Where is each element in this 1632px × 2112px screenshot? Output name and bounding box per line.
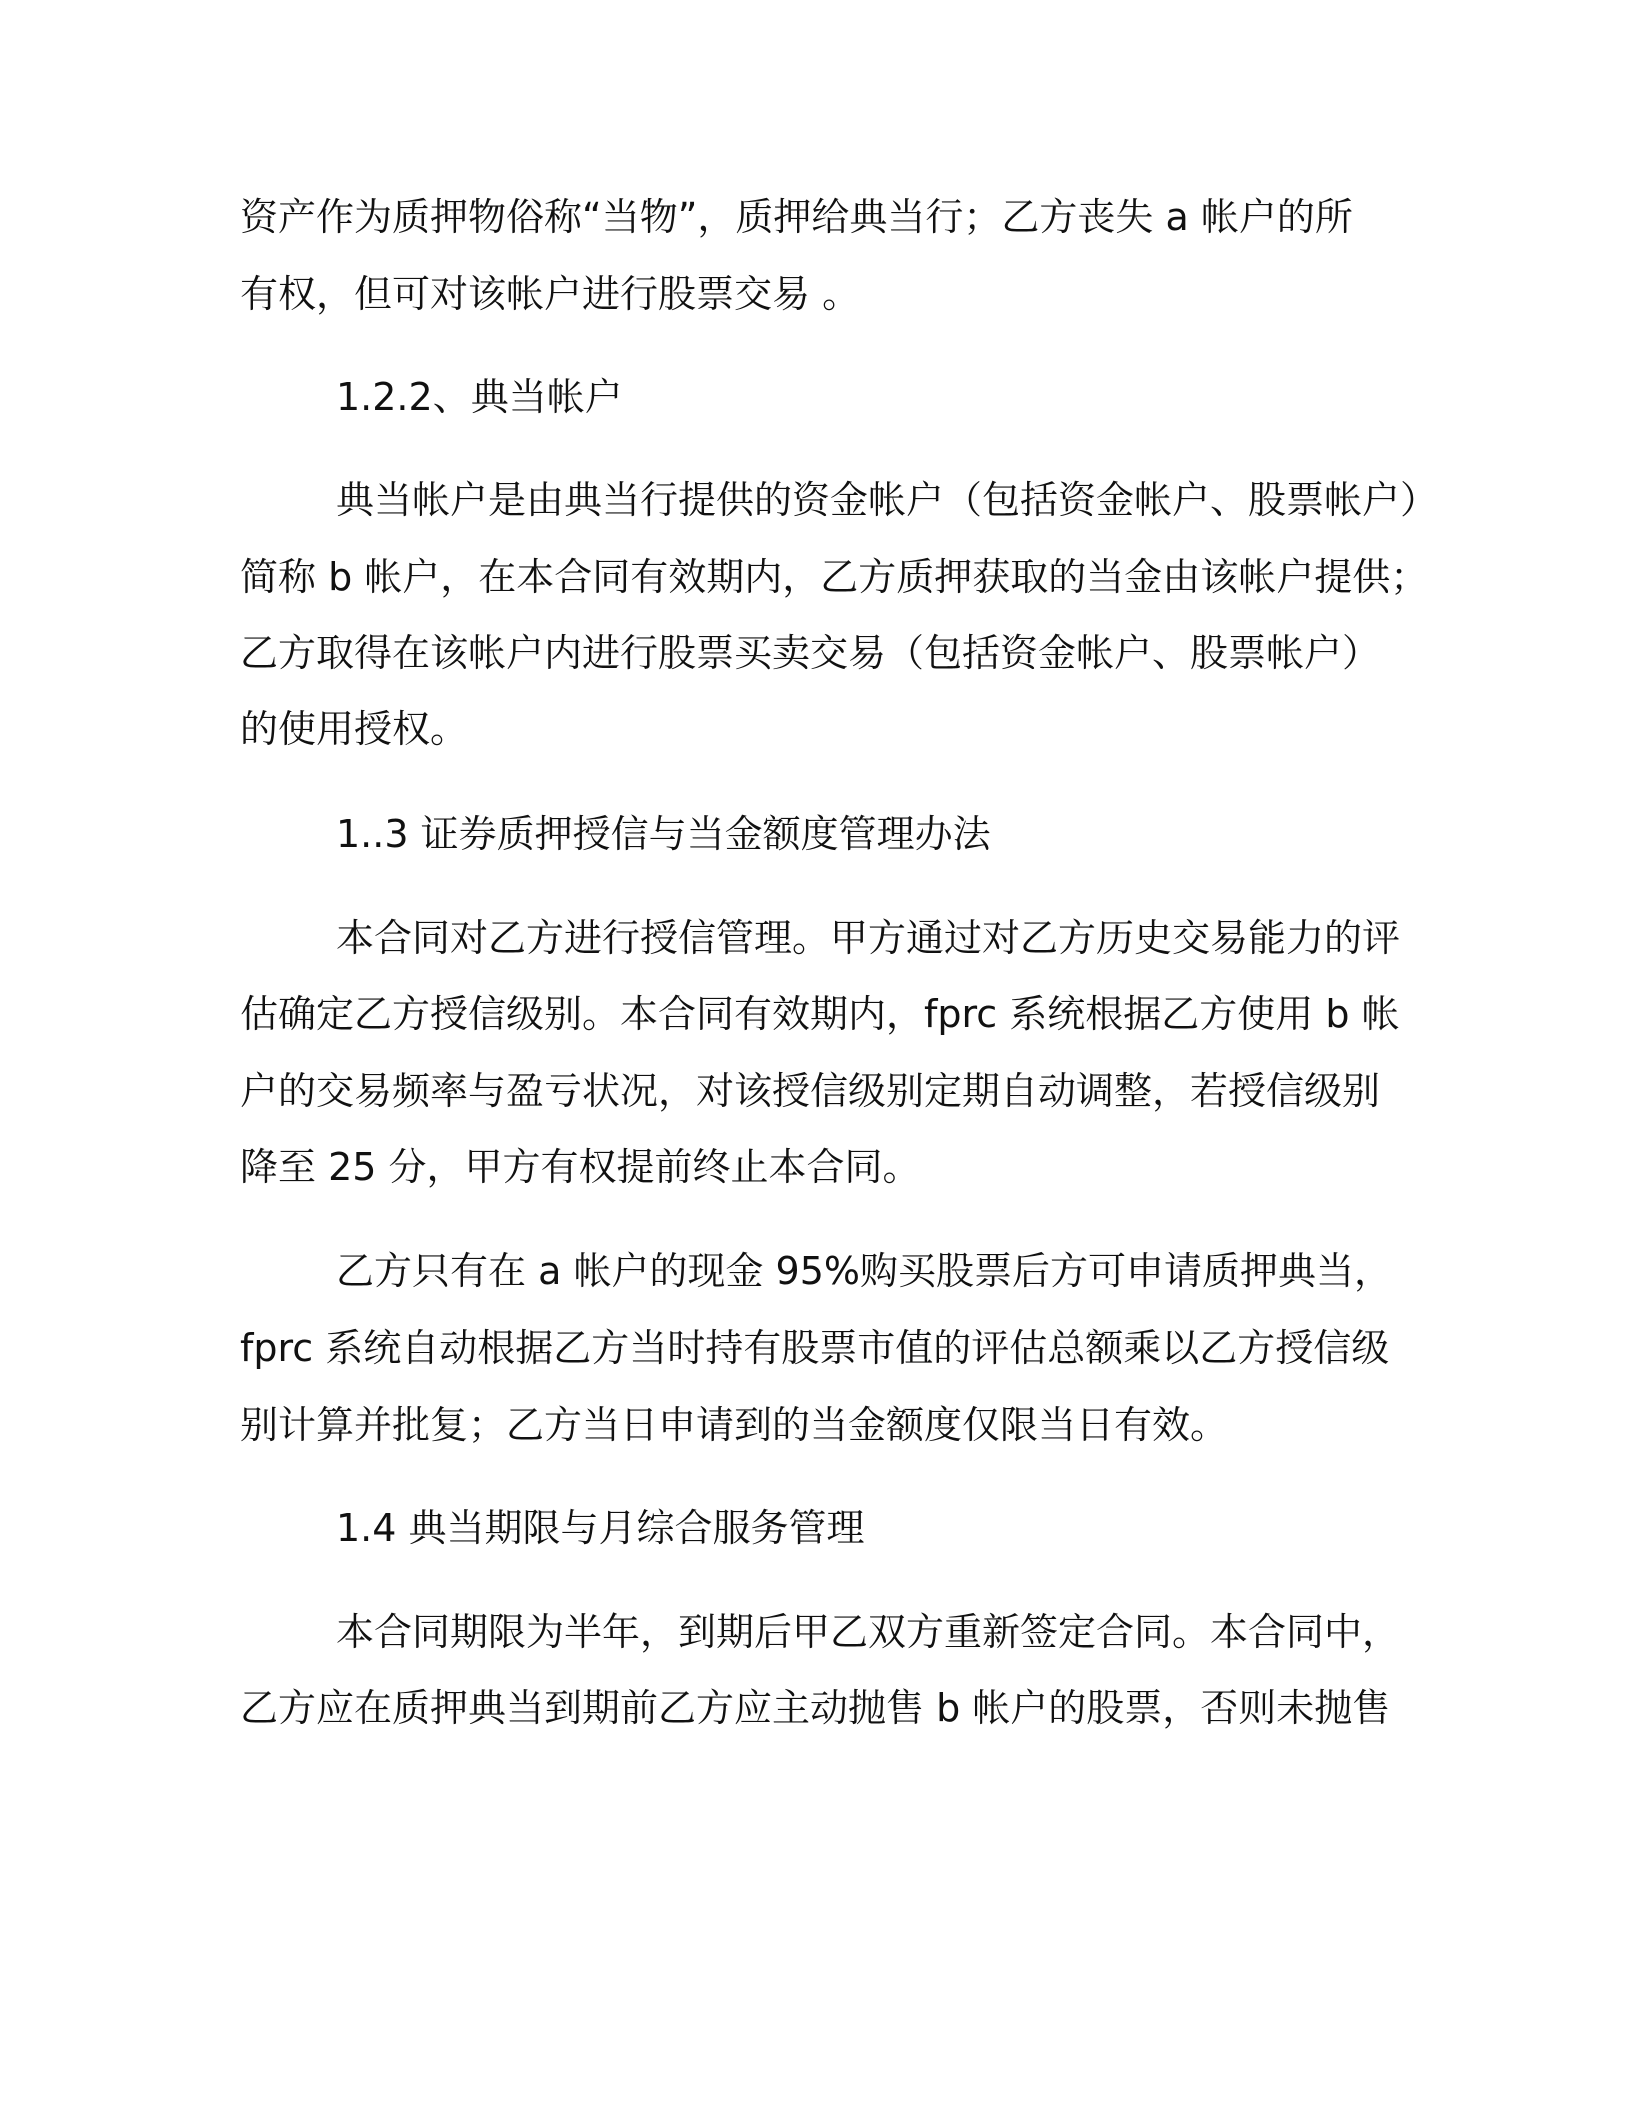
paragraph-credit-line-2: 估确定乙方授信级别。本合同有效期内，fprc 系统根据乙方使用 b 帐 — [240, 992, 1400, 1036]
paragraph-pawn-account-line-2: 简称 b 帐户，在本合同有效期内，乙方质押获取的当金由该帐户提供； — [240, 555, 1429, 599]
paragraph-term-line-1: 本合同期限为半年，到期后甲乙双方重新签定合同。本合同中， — [336, 1610, 1401, 1654]
paragraph-quota-line-3: 别计算并批复；乙方当日申请到的当金额度仅限当日有效。 — [240, 1403, 1229, 1447]
section-heading-1-4: 1.4 典当期限与月综合服务管理 — [336, 1506, 865, 1550]
paragraph-pawn-account-line-1: 典当帐户是由典当行提供的资金帐户（包括资金帐户、股票帐户） — [336, 478, 1439, 522]
paragraph-pawn-account-line-4: 的使用授权。 — [240, 707, 469, 751]
paragraph-quota-line-2: fprc 系统自动根据乙方当时持有股票市值的评估总额乘以乙方授信级 — [240, 1326, 1390, 1370]
section-heading-1-3: 1..3 证券质押授信与当金额度管理办法 — [336, 812, 991, 856]
paragraph-term-line-2: 乙方应在质押典当到期前乙方应主动抛售 b 帐户的股票，否则未抛售 — [240, 1686, 1391, 1730]
paragraph-continuation-line-1: 资产作为质押物俗称“当物”，质押给典当行；乙方丧失 a 帐户的所 — [240, 195, 1353, 239]
paragraph-credit-line-4: 降至 25 分，甲方有权提前终止本合同。 — [240, 1145, 921, 1189]
section-heading-1-2-2: 1.2.2、典当帐户 — [336, 375, 623, 419]
paragraph-continuation-line-2: 有权，但可对该帐户进行股票交易 。 — [240, 272, 861, 316]
paragraph-credit-line-3: 户的交易频率与盈亏状况，对该授信级别定期自动调整，若授信级别 — [240, 1069, 1381, 1113]
paragraph-credit-line-1: 本合同对乙方进行授信管理。甲方通过对乙方历史交易能力的评 — [336, 916, 1401, 960]
paragraph-quota-line-1: 乙方只有在 a 帐户的现金 95%购买股票后方可申请质押典当， — [336, 1249, 1392, 1293]
paragraph-pawn-account-line-3: 乙方取得在该帐户内进行股票买卖交易（包括资金帐户、股票帐户） — [240, 631, 1381, 675]
